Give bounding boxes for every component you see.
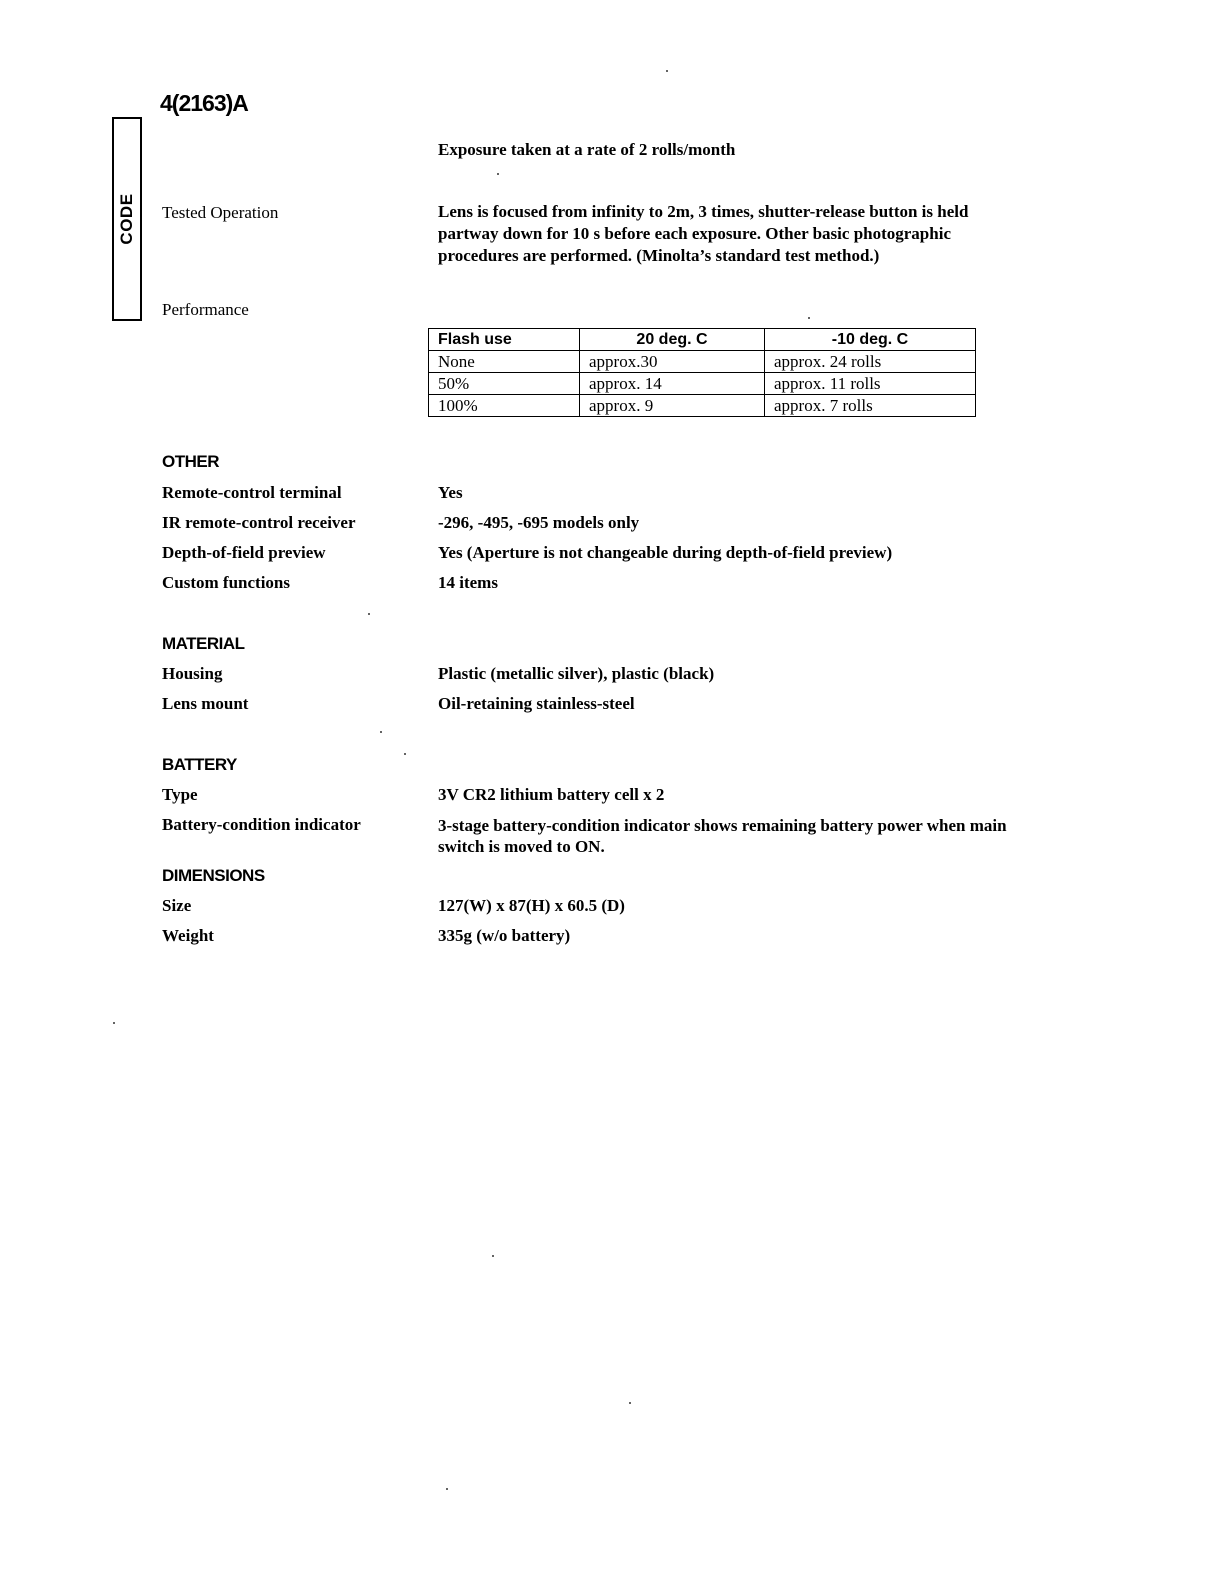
table-cell: approx. 14 xyxy=(580,373,765,395)
section-heading-other: OTHER xyxy=(162,452,219,471)
spec-label: Type xyxy=(162,785,198,804)
tested-operation-label: Tested Operation xyxy=(162,203,279,222)
table-cell: approx. 24 rolls xyxy=(765,351,976,373)
table-cell: approx. 9 xyxy=(580,395,765,417)
scan-speck xyxy=(404,753,406,755)
code-label: CODE xyxy=(117,193,136,245)
scan-speck xyxy=(497,173,499,175)
table-cell: 100% xyxy=(429,395,580,417)
section-heading-dimensions: DIMENSIONS xyxy=(162,866,265,885)
table-header-cell: -10 deg. C xyxy=(765,329,976,351)
scan-speck xyxy=(113,1022,115,1024)
table-row xyxy=(429,373,976,395)
table-cell: approx.30 xyxy=(580,351,765,373)
scan-speck xyxy=(666,70,668,72)
spec-label: IR remote-control receiver xyxy=(162,513,356,532)
spec-value: Plastic (metallic silver), plastic (black) xyxy=(438,664,715,683)
tested-operation-text: Lens is focused from infinity to 2m, 3 times, shutter-release button is held partway down for 10 s before each exposure. Other basic photographic procedures are performed. (Minolta’s standard test method.) xyxy=(438,202,969,265)
section-heading-material: MATERIAL xyxy=(162,634,245,653)
table-cell: None xyxy=(429,351,580,373)
performance-label: Performance xyxy=(162,300,249,319)
table-row xyxy=(429,395,976,417)
spec-value: 127(W) x 87(H) x 60.5 (D) xyxy=(438,896,625,915)
spec-value: 3V CR2 lithium battery cell x 2 xyxy=(438,785,665,804)
scan-speck xyxy=(629,1402,631,1404)
spec-value: Yes xyxy=(438,483,463,502)
spec-label: Housing xyxy=(162,664,223,683)
document-code: 4(2163)A xyxy=(160,90,248,116)
spec-label: Custom functions xyxy=(162,573,290,592)
table-cell: 50% xyxy=(429,373,580,395)
table-row xyxy=(429,351,976,373)
spec-label: Depth-of-field preview xyxy=(162,543,326,562)
spec-value: 335g (w/o battery) xyxy=(438,926,571,945)
spec-value: -296, -495, -695 models only xyxy=(438,513,640,532)
spec-label: Lens mount xyxy=(162,694,249,713)
scan-speck xyxy=(446,1488,448,1490)
spec-label: Battery-condition indicator xyxy=(162,815,361,834)
table-header-cell: Flash use xyxy=(429,329,580,351)
spec-value: Oil-retaining stainless-steel xyxy=(438,694,635,713)
spec-value: 14 items xyxy=(438,573,498,592)
code-side-tab xyxy=(112,117,142,321)
scan-speck xyxy=(808,317,810,319)
spec-label: Size xyxy=(162,896,192,915)
section-heading-battery: BATTERY xyxy=(162,755,237,774)
table-cell: approx. 11 rolls xyxy=(765,373,976,395)
exposure-note: Exposure taken at a rate of 2 rolls/month xyxy=(438,140,736,159)
performance-table xyxy=(428,328,976,417)
spec-value: 3-stage battery-condition indicator shows remaining battery power when main switch is moved to ON. xyxy=(438,816,1007,856)
scan-speck xyxy=(380,731,382,733)
spec-value: Yes (Aperture is not changeable during depth-of-field preview) xyxy=(438,543,893,562)
spec-label: Weight xyxy=(162,926,214,945)
spec-label: Remote-control terminal xyxy=(162,483,342,502)
table-cell: approx. 7 rolls xyxy=(765,395,976,417)
scan-speck xyxy=(368,613,370,615)
table-header-row xyxy=(429,329,976,351)
table-header-cell: 20 deg. C xyxy=(580,329,765,351)
scan-speck xyxy=(492,1255,494,1257)
